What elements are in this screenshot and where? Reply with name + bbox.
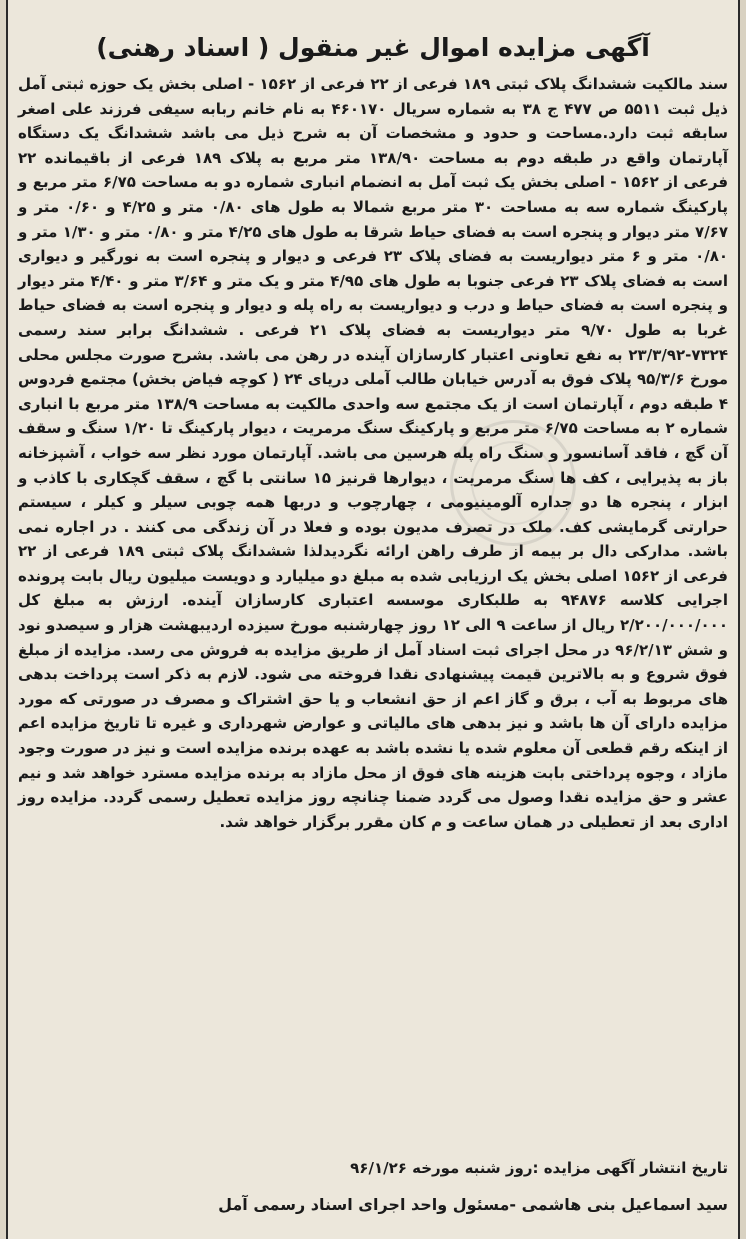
notice-title: آگهی مزایده اموال غیر منقول ( اسناد رهنی) [96, 33, 650, 62]
right-column-rule [738, 0, 740, 1239]
notice-body: سند مالکیت ششدانگ پلاک ثبتی ۱۸۹ فرعی از ۲۲ فرعی از ۱۵۶۲ - اصلی بخش یک حوزه ثبتی آمل ذیل ثبت ۵۵۱۱ ص ۴۷۷ ج ۳۸ به شماره سریال ۴۶۰۱۷۰ به نام خانم ربابه سیفی فرزند علی اصغر سابقه ثبت دارد.مساحت و حدود و مشخصات آن به شرح ذیل می باشد ششدانگ یک دستگاه آپارتمان واقع در طبقه دوم به مساحت ۱۳۸/۹۰ متر مربع به پلاک ۱۸۹ فرعی از باقیمانده ۲۲ فرعی از ۱۵۶۲ - اصلی بخش یک ثبت آمل به انضمام انباری شماره دو به مساحت ۶/۷۵ متر مربع و پارکینگ شماره سه به مساحت ۳۰ متر مربع شمالا به طول های ۰/۸۰ متر و ۴/۲۵ و ۰/۶۰ متر و ۷/۶۷ متر دیوار و پنجره است به فضای حیاط شرقا به طول های ۴/۲۵ متر و ۰/۸۰ متر و ۱/۳۰ متر و ۰/۸۰ متر و ۶ متر دیواریست به فضای پلاک ۲۳ فرعی و دیوار و پنجره است به نورگیر و دیواری است به فضای پلاک ۲۳ فرعی جنوبا به طول های ۴/۹۵ متر و یک متر و ۳/۶۴ متر و ۴/۴۰ متر دیوار و پنجره است به فضای حیاط و درب و دیواریست به راه پله و دیوار و پنجره است به فضای حیاط غربا به طول ۹/۷۰ متر دیواریست به فضای پلاک ۲۱ فرعی . ششدانگ برابر سند رسمی ۷۳۲۴-۲۳/۳/۹۲ به نفع تعاونی اعتبار کارسازان آینده در رهن می باشد. بشرح صورت مجلس محلی مورخ ۹۵/۳/۶ پلاک فوق به آدرس خیابان طالب آملی دریای ۲۴ ( کوچه فیاض بخش) مجتمع فردوس ۴ طبقه دوم ، آپارتمان است از یک مجتمع سه واحدی مالکیت به مساحت ۱۳۸/۹ متر مربع با انباری شماره ۲ به مساحت ۶/۷۵ متر مربع و پارکینگ سنگ مرمریت ، دیوار پارکینگ تا ۱/۲۰ سنگ و سقف آن گچ ، فاقد آسانسور و سنگ راه پله هرسین می باشد. آپارتمان مورد نظر سه خواب ، آشپزخانه باز به پذیرایی ، کف ها سنگ مرمریت ، دیوارها قرنیز ۱۵ سانتی با گچ ، سقف گچکاری با کاذب و ابزار ، پنجره ها دو جداره آلومینیومی ، چهارچوب و دربها همه چوبی سیلر و کیلر ، سیستم حرارتی گرمایشی کف. ملک در تصرف مدیون بوده و فعلا در آن زندگی می کنند . در اجاره نمی باشد. مدارکی دال بر بیمه از طرف راهن ارائه نگردیدلذا ششدانگ پلاک ثبتی ۱۸۹ فرعی از ۲۲ فرعی از ۱۵۶۲ اصلی بخش یک ارزیابی شده به مبلغ دو میلیارد و دویست میلیون ریال بابت پرونده اجرایی کلاسه ۹۴۸۷۶ به طلبکاری موسسه اعتباری کارسازان آینده. ارزش به مبلغ کل ۲/۲۰۰/۰۰۰/۰۰۰ ریال از ساعت ۹ الی ۱۲ روز چهارشنبه مورخ سیزده اردیبهشت هزار و سیصدو نود و شش ۹۶/۲/۱۳ در محل اجرای ثبت اسناد آمل از طریق مزایده به فروش می رسد. مزایده از مبلغ فوق شروع و به بالاترین قیمت پیشنهادی نقدا فروخته می شود. لازم به ذکر است پرداخت بدهی های مربوط به آب ، برق و گاز اعم از حق انشعاب و یا حق اشتراک و مصرف در صورتی که مورد مزایده دارای آن ها باشد و نیز بدهی های مالیاتی و عوارض شهرداری و غیره تا تاریخ مزایده اعم از اینکه رقم قطعی آن معلوم شده یا نشده باشد به عهده برنده مزایده است و نیز در صورت وجود مازاد ، وجوه پرداختی بابت هزینه های فوق از محل مازاد به برنده مزایده مسترد خواهد شد و نیم عشر و حق مزایده نقدا وصول می گردد ضمنا چنانچه روز مزایده تعطیل رسمی گردد. مزایده روز اداری بعد از تعطیلی در همان ساعت و م کان مقرر برگزار خواهد شد. [18, 75, 729, 831]
signature-line: سید اسماعیل بنی هاشمی -مسئول واحد اجرای اسناد رسمی آمل [218, 1195, 728, 1214]
publish-date-line: تاریخ انتشار آگهی مزایده :روز شنبه مورخه ۹۶/۱/۲۶ [350, 1159, 728, 1177]
right-margin-strip [740, 0, 746, 1239]
left-column-rule [6, 0, 8, 1239]
